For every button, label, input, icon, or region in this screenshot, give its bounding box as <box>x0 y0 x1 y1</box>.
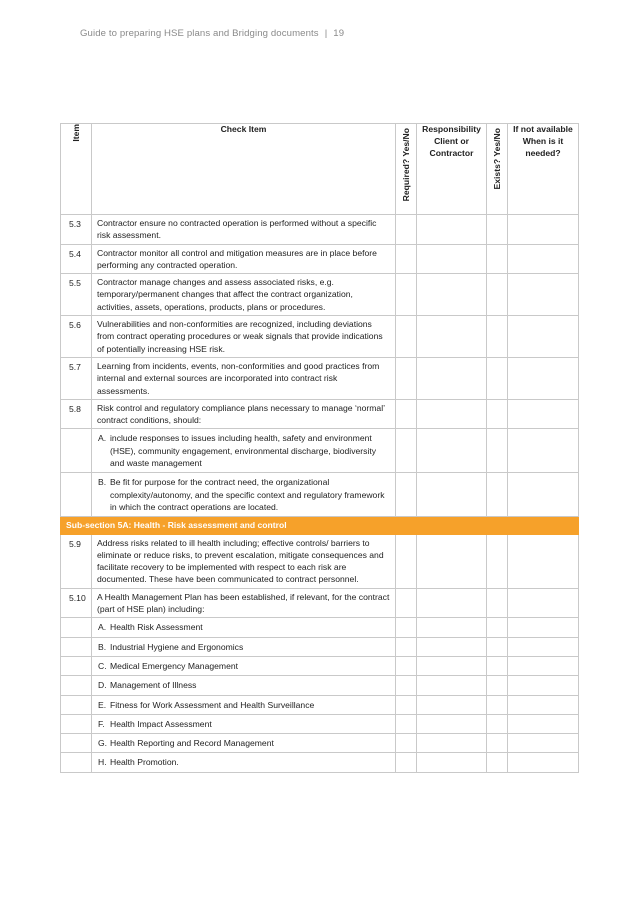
item-number: 5.7 <box>61 357 92 399</box>
table-row <box>61 215 579 245</box>
table-row-subitem <box>61 714 579 733</box>
table-row-subitem <box>61 618 579 637</box>
required-cell[interactable] <box>396 399 417 429</box>
item-number-empty <box>61 695 92 714</box>
table-row-subitem <box>61 656 579 675</box>
when-needed-cell[interactable] <box>508 753 579 772</box>
item-number: 5.6 <box>61 316 92 358</box>
table-row-subitem <box>61 473 579 517</box>
table-row <box>61 399 579 429</box>
subitem-text: Be fit for purpose for the contract need, the organizational complexity/autonomy, and the specific context and regulatory framework in which the contract operations are located. <box>110 477 385 512</box>
column-header-exists: Exists? Yes/No <box>487 124 508 215</box>
required-cell[interactable] <box>396 588 417 618</box>
column-header-check-item: Check Item <box>92 124 396 215</box>
item-number: 5.5 <box>61 274 92 316</box>
column-header-if-not-available: If not available When is it needed? <box>508 124 579 215</box>
table-row-subitem <box>61 695 579 714</box>
when-needed-cell[interactable] <box>508 316 579 358</box>
subitem-letter: E. <box>98 699 107 710</box>
check-subitem <box>92 714 396 733</box>
table-row <box>61 244 579 274</box>
responsibility-cell[interactable] <box>417 429 487 473</box>
when-needed-cell[interactable] <box>508 676 579 695</box>
when-needed-cell[interactable] <box>508 734 579 753</box>
when-needed-cell[interactable] <box>508 244 579 274</box>
when-needed-cell[interactable] <box>508 274 579 316</box>
subitem-letter: B. <box>98 477 107 488</box>
subitem-letter: B. <box>98 641 107 652</box>
required-cell[interactable] <box>396 714 417 733</box>
subitem-letter: H. <box>98 757 107 768</box>
when-needed-cell[interactable] <box>508 695 579 714</box>
exists-cell[interactable] <box>487 534 508 588</box>
when-needed-cell[interactable] <box>508 534 579 588</box>
check-item-text: Risk control and regulatory compliance plans necessary to manage ‘normal’ contract conditions, should: <box>92 399 396 429</box>
section-title: Sub-section 5A: Health - Risk assessment and control <box>61 517 579 534</box>
subitem-letter: A. <box>98 622 107 633</box>
responsibility-cell[interactable] <box>417 316 487 358</box>
exists-cell[interactable] <box>487 734 508 753</box>
exists-cell[interactable] <box>487 357 508 399</box>
document-title: Guide to preparing HSE plans and Bridging documents <box>80 28 319 39</box>
exists-cell[interactable] <box>487 588 508 618</box>
section-header-row <box>61 517 579 534</box>
check-item-text: Vulnerabilities and non-conformities are recognized, including deviations from contract operating procedures or weak signals that provide indications of potentially increasing HSE risk. <box>92 316 396 358</box>
required-cell[interactable] <box>396 473 417 517</box>
exists-cell[interactable] <box>487 215 508 245</box>
required-cell[interactable] <box>396 618 417 637</box>
responsibility-cell[interactable] <box>417 618 487 637</box>
when-needed-cell[interactable] <box>508 215 579 245</box>
when-needed-cell[interactable] <box>508 588 579 618</box>
check-subitem <box>92 734 396 753</box>
exists-cell[interactable] <box>487 399 508 429</box>
exists-cell[interactable] <box>487 753 508 772</box>
when-needed-cell[interactable] <box>508 618 579 637</box>
check-item-text: A Health Management Plan has been established, if relevant, for the contract (part of HSE plan) including: <box>92 588 396 618</box>
responsibility-cell[interactable] <box>417 215 487 245</box>
item-number: 5.10 <box>61 588 92 618</box>
required-cell[interactable] <box>396 244 417 274</box>
table-row-subitem <box>61 429 579 473</box>
exists-cell[interactable] <box>487 714 508 733</box>
required-cell[interactable] <box>396 534 417 588</box>
exists-cell[interactable] <box>487 244 508 274</box>
exists-cell[interactable] <box>487 429 508 473</box>
table-row <box>61 588 579 618</box>
table-row-subitem <box>61 676 579 695</box>
subitem-text: Health Promotion. <box>110 757 179 768</box>
responsibility-cell[interactable] <box>417 714 487 733</box>
responsibility-cell[interactable] <box>417 274 487 316</box>
item-number-empty <box>61 753 92 772</box>
required-cell[interactable] <box>396 695 417 714</box>
when-needed-cell[interactable] <box>508 656 579 675</box>
check-subitem <box>92 695 396 714</box>
subitem-letter: G. <box>98 738 108 749</box>
required-cell[interactable] <box>396 734 417 753</box>
exists-cell[interactable] <box>487 637 508 656</box>
hse-checklist-table <box>60 123 579 773</box>
check-subitem <box>92 429 396 473</box>
subitem-letter: C. <box>98 660 107 671</box>
responsibility-cell[interactable] <box>417 753 487 772</box>
responsibility-cell[interactable] <box>417 695 487 714</box>
required-cell[interactable] <box>396 357 417 399</box>
table-row <box>61 316 579 358</box>
header-separator: | <box>324 28 328 39</box>
subitem-text: Health Reporting and Record Management <box>110 738 274 749</box>
required-cell[interactable] <box>396 274 417 316</box>
responsibility-cell[interactable] <box>417 534 487 588</box>
subitem-text: Fitness for Work Assessment and Health Surveillance <box>110 699 315 710</box>
column-header-responsibility: Responsibility Client or Contractor <box>417 124 487 215</box>
item-number: 5.8 <box>61 399 92 429</box>
subitem-text: Health Impact Assessment <box>110 718 212 729</box>
column-header-item: Item <box>61 124 92 215</box>
responsibility-cell[interactable] <box>417 637 487 656</box>
table-row-subitem <box>61 734 579 753</box>
exists-cell[interactable] <box>487 695 508 714</box>
table-row <box>61 274 579 316</box>
required-cell[interactable] <box>396 637 417 656</box>
check-item-text: Contractor ensure no contracted operation is performed without a specific risk assessment. <box>92 215 396 245</box>
item-number-empty <box>61 676 92 695</box>
item-number-empty <box>61 429 92 473</box>
table-row <box>61 534 579 588</box>
responsibility-cell[interactable] <box>417 244 487 274</box>
item-number: 5.4 <box>61 244 92 274</box>
item-number-empty <box>61 734 92 753</box>
check-subitem <box>92 618 396 637</box>
check-item-text: Contractor manage changes and assess associated risks, e.g. temporary/permanent changes that affect the contract organization, activities, assets, operations, products, plans or procedures. <box>92 274 396 316</box>
exists-cell[interactable] <box>487 473 508 517</box>
exists-cell[interactable] <box>487 656 508 675</box>
exists-cell[interactable] <box>487 316 508 358</box>
responsibility-cell[interactable] <box>417 734 487 753</box>
table-row-subitem <box>61 637 579 656</box>
subitem-text: Industrial Hygiene and Ergonomics <box>110 641 244 652</box>
subitem-letter: D. <box>98 680 107 691</box>
check-subitem <box>92 676 396 695</box>
check-subitem <box>92 473 396 517</box>
subitem-text: include responses to issues including health, safety and environment (HSE), community engagement, environmental discharge, biodiversity and waste management <box>110 433 377 469</box>
required-cell[interactable] <box>396 753 417 772</box>
required-cell[interactable] <box>396 215 417 245</box>
responsibility-cell[interactable] <box>417 676 487 695</box>
required-cell[interactable] <box>396 656 417 675</box>
item-number-empty <box>61 714 92 733</box>
item-number-empty <box>61 656 92 675</box>
required-cell[interactable] <box>396 316 417 358</box>
check-item-text: Learning from incidents, events, non-conformities and good practices from internal and external sources are incorporated into contract risk assessments. <box>92 357 396 399</box>
item-number: 5.9 <box>61 534 92 588</box>
responsibility-cell[interactable] <box>417 473 487 517</box>
subitem-text: Health Risk Assessment <box>110 622 203 633</box>
subitem-letter: F. <box>98 718 105 729</box>
subitem-text: Management of Illness <box>110 680 197 691</box>
exists-cell[interactable] <box>487 274 508 316</box>
table-row <box>61 357 579 399</box>
exists-cell[interactable] <box>487 676 508 695</box>
item-number-empty <box>61 473 92 517</box>
when-needed-cell[interactable] <box>508 357 579 399</box>
table-row-subitem <box>61 753 579 772</box>
page-header <box>80 28 344 39</box>
subitem-text: Medical Emergency Management <box>110 660 239 671</box>
column-header-required: Required? Yes/No <box>396 124 417 215</box>
required-cell[interactable] <box>396 676 417 695</box>
exists-cell[interactable] <box>487 618 508 637</box>
when-needed-cell[interactable] <box>508 429 579 473</box>
table-header-row <box>61 124 579 215</box>
subitem-letter: A. <box>98 433 107 444</box>
responsibility-cell[interactable] <box>417 357 487 399</box>
check-subitem <box>92 753 396 772</box>
item-number-empty <box>61 618 92 637</box>
responsibility-cell[interactable] <box>417 588 487 618</box>
when-needed-cell[interactable] <box>508 473 579 517</box>
responsibility-cell[interactable] <box>417 656 487 675</box>
item-number: 5.3 <box>61 215 92 245</box>
check-item-text: Contractor monitor all control and mitigation measures are in place before performing any contracted operation. <box>92 244 396 274</box>
when-needed-cell[interactable] <box>508 637 579 656</box>
check-item-text: Address risks related to ill health including; effective controls/ barriers to eliminate or reduce risks, to prevent escalation, mitigate consequences and facilitate recovery to be implemented with respect to each risk are documented. These have been communicated to contract personnel. <box>92 534 396 588</box>
responsibility-cell[interactable] <box>417 399 487 429</box>
when-needed-cell[interactable] <box>508 714 579 733</box>
required-cell[interactable] <box>396 429 417 473</box>
page-number: 19 <box>333 28 345 39</box>
item-number-empty <box>61 637 92 656</box>
check-subitem <box>92 656 396 675</box>
when-needed-cell[interactable] <box>508 399 579 429</box>
check-subitem <box>92 637 396 656</box>
